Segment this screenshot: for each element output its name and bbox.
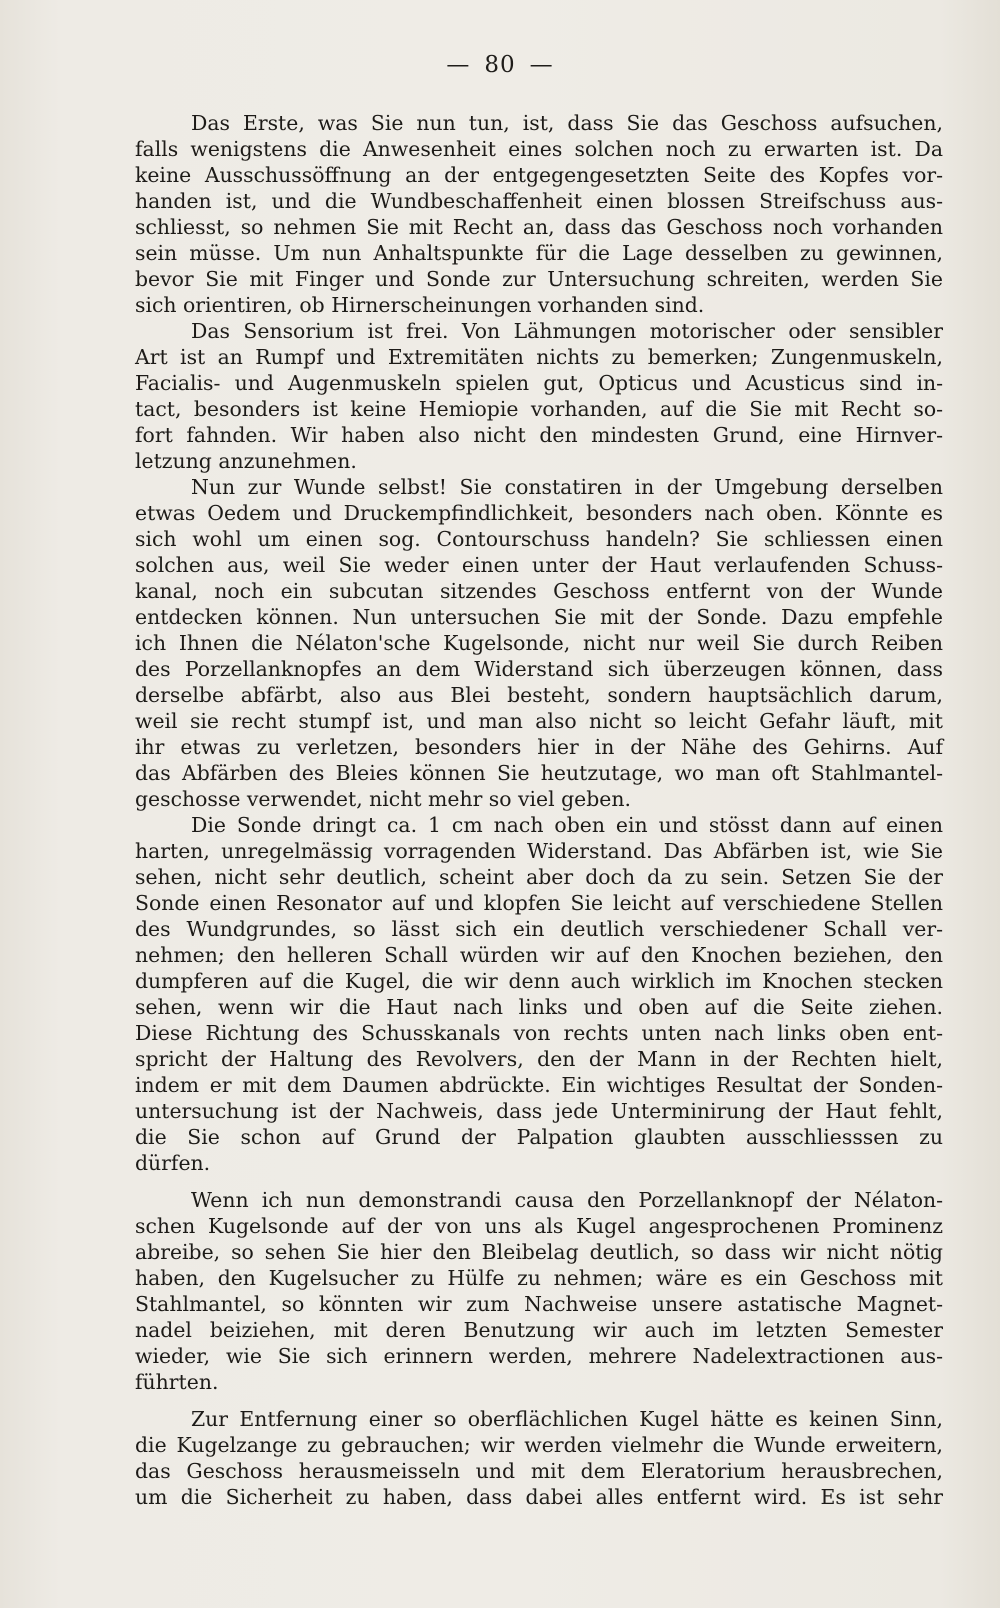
text-line: die Sie schon auf Grund der Palpation glaubten ausschliesssen zu <box>135 1125 943 1149</box>
text-line: letzung anzunehmen. <box>135 449 357 473</box>
paragraph <box>135 110 943 318</box>
text-line: sich orientiren, ob Hirnerscheinungen vorhanden sind. <box>135 293 705 317</box>
text-line: schliesst, so nehmen Sie mit Recht an, dass das Geschoss noch vorhanden <box>135 215 943 239</box>
text-line: derselbe abfärbt, also aus Blei besteht, sondern hauptsächlich darum, <box>135 683 943 707</box>
text-line: des Porzellanknopfes an dem Widerstand sich überzeugen können, dass <box>135 657 943 681</box>
text-line: geschosse verwendet, nicht mehr so viel geben. <box>135 787 631 811</box>
text-line: etwas Oedem und Druckempfindlichkeit, besonders nach oben. Könnte es <box>135 501 943 525</box>
paragraph <box>135 812 943 1176</box>
text-line: sich wohl um einen sog. Contourschuss handeln? Sie schliessen einen <box>135 527 943 551</box>
text-line: abreibe, so sehen Sie hier den Bleibelag deutlich, so dass wir nicht nötig <box>135 1240 943 1264</box>
paragraph-gap <box>135 1395 943 1406</box>
text-line: solchen aus, weil Sie weder einen unter der Haut verlaufenden Schuss- <box>135 553 943 577</box>
text-line: das Geschoss herausmeisseln und mit dem Eleratorium herausbrechen, <box>135 1459 943 1483</box>
text-line: haben, den Kugelsucher zu Hülfe zu nehmen; wäre es ein Geschoss mit <box>135 1266 943 1290</box>
text-line: Diese Richtung des Schusskanals von rechts unten nach links oben ent- <box>135 1021 943 1045</box>
paragraph <box>135 1406 943 1510</box>
text-line: tact, besonders ist keine Hemiopie vorhanden, auf die Sie mit Recht so- <box>135 397 943 421</box>
text-line: sehen, wenn wir die Haut nach links und oben auf die Seite ziehen. <box>135 995 943 1019</box>
text-line: Die Sonde dringt ca. 1 cm nach oben ein und stösst dann auf einen <box>191 813 943 837</box>
body-text <box>135 110 943 1510</box>
text-line: weil sie recht stumpf ist, und man also nicht so leicht Gefahr läuft, mit <box>135 709 943 733</box>
text-line: spricht der Haltung des Revolvers, den der Mann in der Rechten hielt, <box>135 1047 943 1071</box>
text-line: keine Ausschussöffnung an der entgegengesetzten Seite des Kopfes vor- <box>135 163 943 187</box>
text-line: sehen, nicht sehr deutlich, scheint aber doch da zu sein. Setzen Sie der <box>135 865 943 889</box>
text-line: schen Kugelsonde auf der von uns als Kugel angesprochenen Prominenz <box>135 1214 943 1238</box>
text-line: Facialis- und Augenmuskeln spielen gut, Opticus und Acusticus sind in- <box>135 371 943 395</box>
text-line: Sonde einen Resonator auf und klopfen Sie leicht auf verschiedene Stellen <box>135 891 943 915</box>
text-line: die Kugelzange zu gebrauchen; wir werden vielmehr die Wunde erweitern, <box>135 1433 943 1457</box>
text-line: dürfen. <box>135 1151 211 1175</box>
paragraph-gap <box>135 1176 943 1187</box>
text-line: Stahlmantel, so könnten wir zum Nachweise unsere astatische Magnet- <box>135 1292 943 1316</box>
text-line: dumpferen auf die Kugel, die wir denn auch wirklich im Knochen stecken <box>135 969 943 993</box>
text-line: sein müsse. Um nun Anhaltspunkte für die Lage desselben zu gewinnen, <box>135 241 943 265</box>
text-line: Das Erste, was Sie nun tun, ist, dass Sie das Geschoss aufsuchen, <box>191 111 943 135</box>
text-line: um die Sicherheit zu haben, dass dabei alles entfernt wird. Es ist sehr <box>135 1485 943 1509</box>
text-line: ich Ihnen die Nélaton'sche Kugelsonde, nicht nur weil Sie durch Reiben <box>135 631 943 655</box>
text-line: ihr etwas zu verletzen, besonders hier in der Nähe des Gehirns. Auf <box>135 735 943 759</box>
text-line: falls wenigstens die Anwesenheit eines solchen noch zu erwarten ist. Da <box>135 137 943 161</box>
text-line: führten. <box>135 1370 219 1394</box>
page-number-dash-left: — <box>446 52 471 78</box>
page-number-value: 80 <box>484 52 516 78</box>
text-line: fort fahnden. Wir haben also nicht den mindesten Grund, eine Hirnver- <box>135 423 943 447</box>
text-line: indem er mit dem Daumen abdrückte. Ein wichtiges Resultat der Sonden- <box>135 1073 943 1097</box>
text-line: kanal, noch ein subcutan sitzendes Geschoss entfernt von der Wunde <box>135 579 943 603</box>
text-line: wieder, wie Sie sich erinnern werden, mehrere Nadelextractionen aus- <box>135 1344 943 1368</box>
text-line: Nun zur Wunde selbst! Sie constatiren in der Umgebung derselben <box>191 475 943 499</box>
text-line: Zur Entfernung einer so oberflächlichen Kugel hätte es keinen Sinn, <box>191 1407 943 1431</box>
text-line: des Wundgrundes, so lässt sich ein deutlich verschiedener Schall ver- <box>135 917 943 941</box>
text-line: entdecken können. Nun untersuchen Sie mit der Sonde. Dazu empfehle <box>135 605 943 629</box>
paragraph <box>135 318 943 474</box>
text-line: das Abfärben des Bleies können Sie heutzutage, wo man oft Stahlmantel- <box>135 761 943 785</box>
text-line: nadel beiziehen, mit deren Benutzung wir auch im letzten Semester <box>135 1318 943 1342</box>
text-line: untersuchung ist der Nachweis, dass jede Unterminirung der Haut fehlt, <box>135 1099 943 1123</box>
text-line: nehmen; den helleren Schall würden wir auf den Knochen beziehen, den <box>135 943 943 967</box>
text-line: Art ist an Rumpf und Extremitäten nichts zu bemerken; Zungenmuskeln, <box>135 345 943 369</box>
text-line: handen ist, und die Wundbeschaffenheit einen blossen Streifschuss aus- <box>135 189 943 213</box>
page-number-dash-right: — <box>529 52 554 78</box>
page-number <box>0 52 1000 78</box>
text-line: Wenn ich nun demonstrandi causa den Porzellanknopf der Nélaton- <box>191 1188 943 1212</box>
text-line: bevor Sie mit Finger und Sonde zur Untersuchung schreiten, werden Sie <box>135 267 943 291</box>
paragraph <box>135 474 943 812</box>
paragraph <box>135 1187 943 1395</box>
text-line: harten, unregelmässig vorragenden Widerstand. Das Abfärben ist, wie Sie <box>135 839 943 863</box>
text-line: Das Sensorium ist frei. Von Lähmungen motorischer oder sensibler <box>191 319 943 343</box>
